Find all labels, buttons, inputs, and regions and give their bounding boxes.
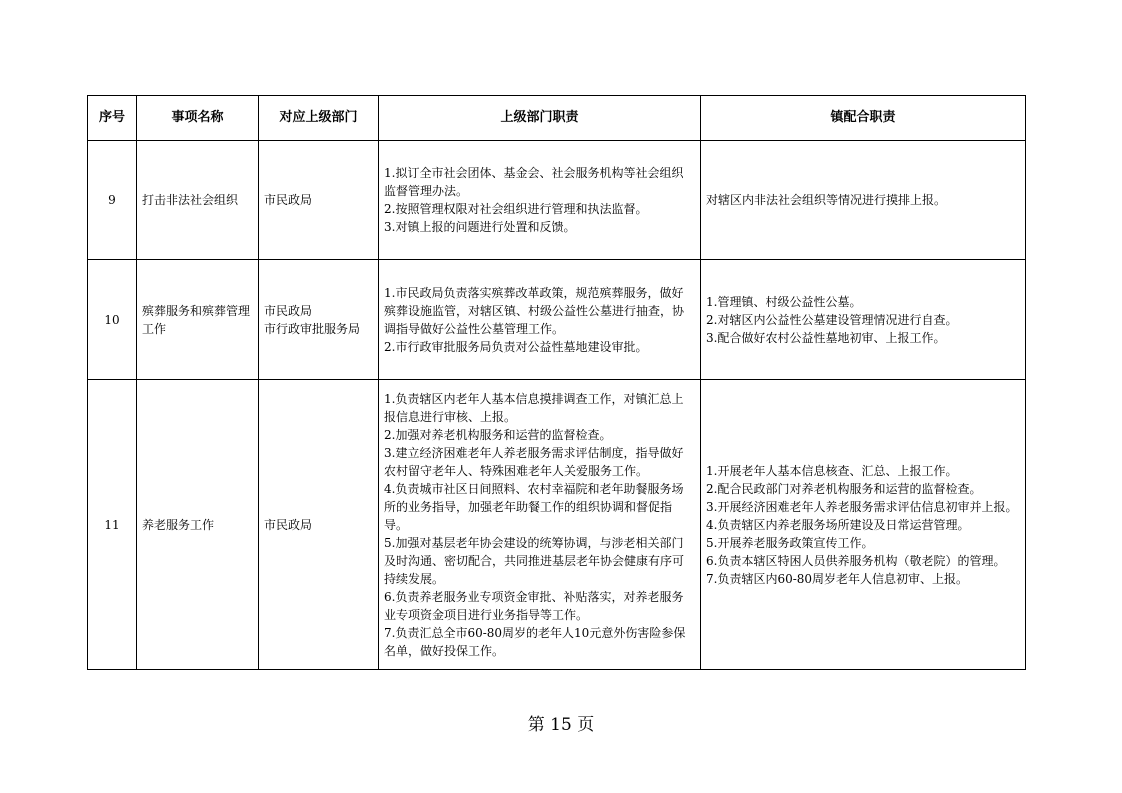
- row-town-duties: [701, 260, 1026, 380]
- page-number: 第 15 页: [527, 715, 595, 735]
- header-upper-dept: 对应上级部门: [259, 96, 379, 141]
- row-upper-duties: [379, 260, 701, 380]
- dept-line: 市民政局: [264, 517, 313, 532]
- duty-line: 3.建立经济困难老年人养老服务需求评估制度，指导做好农村留守老年人、特殊困难老年人关爱服务工作。: [384, 445, 684, 478]
- duty-line: 6.负责本辖区特困人员供养服务机构（敬老院）的管理。: [706, 553, 1006, 568]
- duty-line: 5.加强对基层老年协会建设的统筹协调，与涉老相关部门及时沟通、密切配合，共同推进基层老年协会健康有序可持续发展。: [384, 535, 685, 586]
- row-dept: [259, 141, 379, 260]
- duty-line: 1.负责辖区内老年人基本信息摸排调查工作，对镇汇总上报信息进行审核、上报。: [384, 391, 684, 424]
- row-town-duties: [701, 380, 1026, 670]
- row-seq: 11: [88, 380, 137, 670]
- duty-line: 3.开展经济困难老年人养老服务需求评估信息初审并上报。: [706, 499, 1018, 514]
- dept-line: 市民政局: [264, 193, 313, 207]
- header-upper-duties: 上级部门职责: [379, 96, 701, 141]
- row-item-name: 养老服务工作: [137, 380, 259, 670]
- header-seq: 序号: [88, 96, 137, 141]
- row-dept: [259, 260, 379, 380]
- duty-line: 2.配合民政部门对养老机构服务和运营的监督检查。: [706, 481, 982, 496]
- row-upper-duties: [379, 141, 701, 260]
- duty-line: 6.负责养老服务业专项资金审批、补贴落实，对养老服务业专项资金项目进行业务指导等工作。: [384, 589, 684, 622]
- header-item-name: 事项名称: [137, 96, 259, 141]
- duty-line: 7.负责汇总全市60-80周岁的老年人10元意外伤害险参保名单，做好投保工作。: [384, 625, 686, 658]
- table-row: [88, 260, 1026, 380]
- dept-line: 市行政审批服务局: [264, 321, 361, 336]
- duty-line: 1.开展老年人基本信息核查、汇总、上报工作。: [706, 463, 958, 478]
- row-item-name: 打击非法社会组织: [137, 141, 259, 260]
- duty-line: 1.市民政局负责落实殡葬改革政策，规范殡葬服务，做好殡葬设施监管，对辖区镇、村级公益性公墓进行抽查，协调指导做好公益性公墓管理工作。: [384, 285, 685, 336]
- duty-line: 4.负责城市社区日间照料、农村幸福院和老年助餐服务场所的业务指导，加强老年助餐工作的组织协调和督促指导。: [384, 481, 684, 532]
- row-seq: 10: [88, 260, 137, 380]
- duty-line: 7.负责辖区内60-80周岁老年人信息初审、上报。: [706, 571, 969, 586]
- duty-line: 2.按照管理权限对社会组织进行管理和执法监督。: [384, 202, 648, 216]
- duty-line: 2.市行政审批服务局负责对公益性墓地建设审批。: [384, 339, 648, 354]
- duty-line: 5.开展养老服务政策宣传工作。: [706, 535, 874, 550]
- duty-line: 3.配合做好农村公益性墓地初审、上报工作。: [706, 330, 946, 345]
- row-town-duties: [701, 141, 1026, 260]
- duty-line: 2.对辖区内公益性公墓建设管理情况进行自查。: [706, 312, 958, 327]
- dept-line: 市民政局: [264, 303, 313, 318]
- table-header-row: [88, 96, 1026, 141]
- row-dept: [259, 380, 379, 670]
- row-item-name: 殡葬服务和殡葬管理工作: [137, 260, 259, 380]
- table-row: [88, 141, 1026, 260]
- row-upper-duties: [379, 380, 701, 670]
- duty-line: 1.管理镇、村级公益性公墓。: [706, 294, 862, 309]
- header-town-duties: 镇配合职责: [701, 96, 1026, 141]
- duty-line: 2.加强对养老机构服务和运营的监督检查。: [384, 427, 612, 442]
- table-row: [88, 380, 1026, 670]
- duty-line: 3.对镇上报的问题进行处置和反馈。: [384, 220, 576, 234]
- row-seq: 9: [88, 141, 137, 260]
- duty-line: 1.拟订全市社会团体、基金会、社会服务机构等社会组织监督管理办法。: [384, 166, 684, 198]
- duties-table: [87, 95, 1026, 670]
- duty-line: 4.负责辖区内养老服务场所建设及日常运营管理。: [706, 517, 970, 532]
- duty-line: 对辖区内非法社会组织等情况进行摸排上报。: [706, 193, 947, 207]
